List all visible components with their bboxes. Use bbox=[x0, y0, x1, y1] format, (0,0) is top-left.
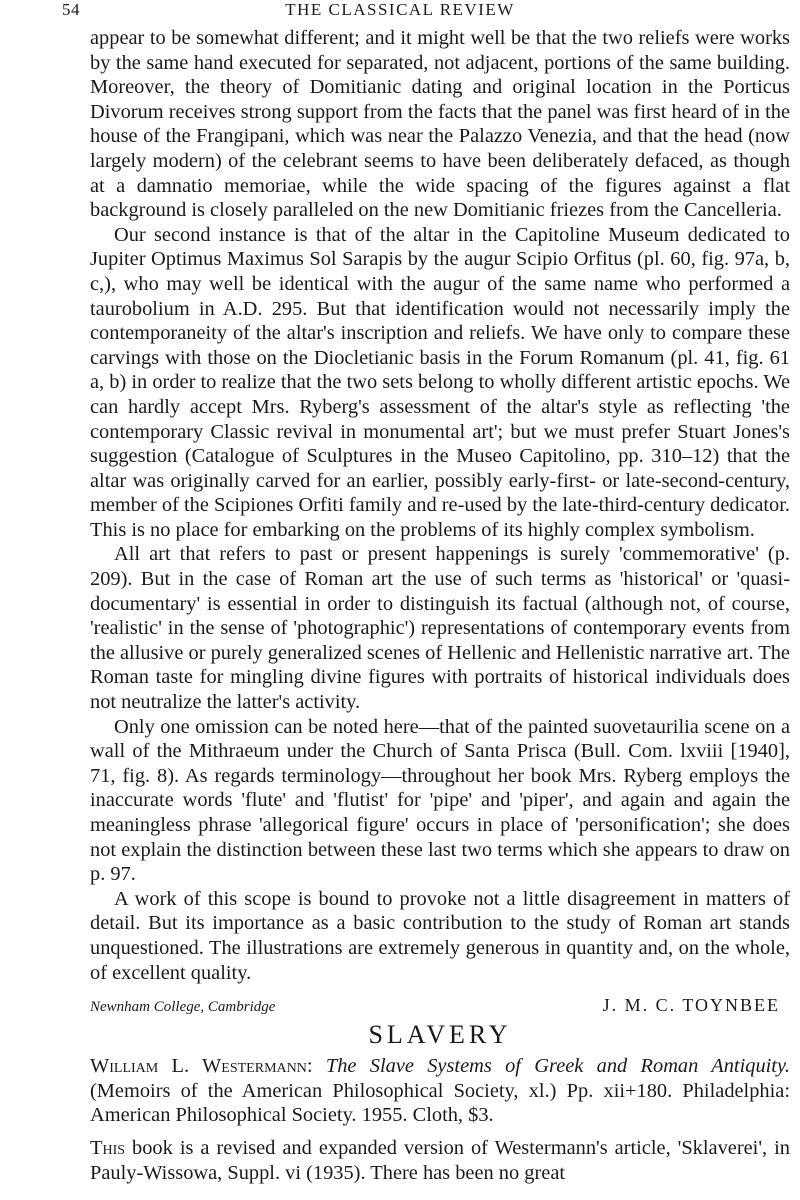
paragraph-2: Our second instance is that of the altar in the Capitoline Museum dedicated to Jupiter Optimus Maximus Sol Sarapis by the augur Scipio Orfitus (pl. 60, fig. 97a, b, c,), who may well be identical with the augur of the same name who performed a taurobolium in A.D. 295. But that identification would not necessarily imply the contemporaneity of the altar's inscription and reliefs. We have only to compare these carvings with those on the Diocletianic basis in the Forum Romanum (pl. 41, fig. 61 a, b) in order to realize that the two sets belong to wholly different artistic epochs. We can hardly accept Mrs. Ryberg's assessment of the altar's style as reflecting 'the contemporary Classic revival in monumental art'; but we must prefer Stuart Jones's suggestion (Catalogue of Sculptures in the Museo Capitolino, pp. 310–12) that the altar was originally carved for an earlier, possibly early-first- or late-second-century, member of the Scipiones Orfiti family and re-used by the late-third-century dedicator. This is no place for embarking on the problems of its highly complex symbolism. bbox=[90, 223, 790, 541]
review-signature bbox=[90, 995, 790, 1016]
paragraph-5: A work of this scope is bound to provoke not a little disagreement in matters of detail. But its importance as a basic contribution to the study of Roman art stands unquestioned. The illustrations are extremely generous in quantity and, on the whole, of excellent quality. bbox=[90, 887, 790, 984]
review-opening-paragraph bbox=[90, 1136, 790, 1185]
page-number: 54 bbox=[62, 0, 80, 19]
citation-author: William L. Westermann: bbox=[90, 1055, 313, 1078]
review-opening-word: This bbox=[90, 1136, 126, 1159]
citation-title: The Slave Systems of Greek and Roman Antiquity. bbox=[325, 1055, 790, 1078]
paragraph-1: appear to be somewhat different; and it might well be that the two reliefs were works by the same hand executed for separated, not adjacent, portions of the same building. Moreover, the theory of Domitianic dating and original location in the Porticus Divorum receives strong support from the facts that the panel was first heard of in the house of the Frangipani, which was near the Palazzo Venezia, and that the head (now largely modern) of the celebrant seems to have been deliberately defaced, as though at a damnatio memoriae, while the wide spacing of the figures against a flat background is closely paralleled on the new Domitianic friezes from the Cancelleria. bbox=[90, 27, 790, 222]
page-header bbox=[0, 0, 800, 22]
page-body bbox=[90, 26, 790, 1185]
running-head: THE CLASSICAL REVIEW bbox=[285, 0, 515, 19]
signature-author: J. M. C. TOYNBEE bbox=[602, 995, 780, 1016]
citation-details: (Memoirs of the American Philosophical Society, xl.) Pp. xii+180. Philadelphia: American Philosophical Society. 1955. Cloth, $3. bbox=[90, 1079, 790, 1127]
signature-affiliation: Newnham College, Cambridge bbox=[90, 999, 276, 1016]
paragraph-3: All art that refers to past or present happenings is surely 'commemorative' (p. 209). But in the case of Roman art the use of such terms as 'historical' or 'quasi-documentary' is essential in order to distinguish its factual (although not, of course, 'realistic' in the sense of 'photographic') representations of contemporary events from the allusive or purely generalized scenes of Hellenic and Hellenistic narrative art. The Roman taste for mingling divine figures with portraits of historical individuals does not neutralize the latter's activity. bbox=[90, 543, 790, 714]
book-citation bbox=[90, 1054, 790, 1128]
paragraph-4: Only one omission can be noted here—that of the painted suovetaurilia scene on a wall of the Mithraeum under the Church of Santa Prisca (Bull. Com. lxviii [1940], 71, fig. 8). As regards terminology—throughout her book Mrs. Ryberg employs the inaccurate words 'flute' and 'flutist' for 'pipe' and 'piper', and again and again the meaningless phrase 'allegorical figure' occurs in place of 'personification'; she does not explain the distinction between these last two terms which she appears to draw on p. 97. bbox=[90, 715, 790, 886]
section-title: SLAVERY bbox=[368, 1020, 512, 1050]
review-opening-text: book is a revised and expanded version of Westermann's article, 'Sklaverei', in Pauly-Wissowa, Suppl. vi (1935). There has been no great bbox=[90, 1136, 790, 1184]
